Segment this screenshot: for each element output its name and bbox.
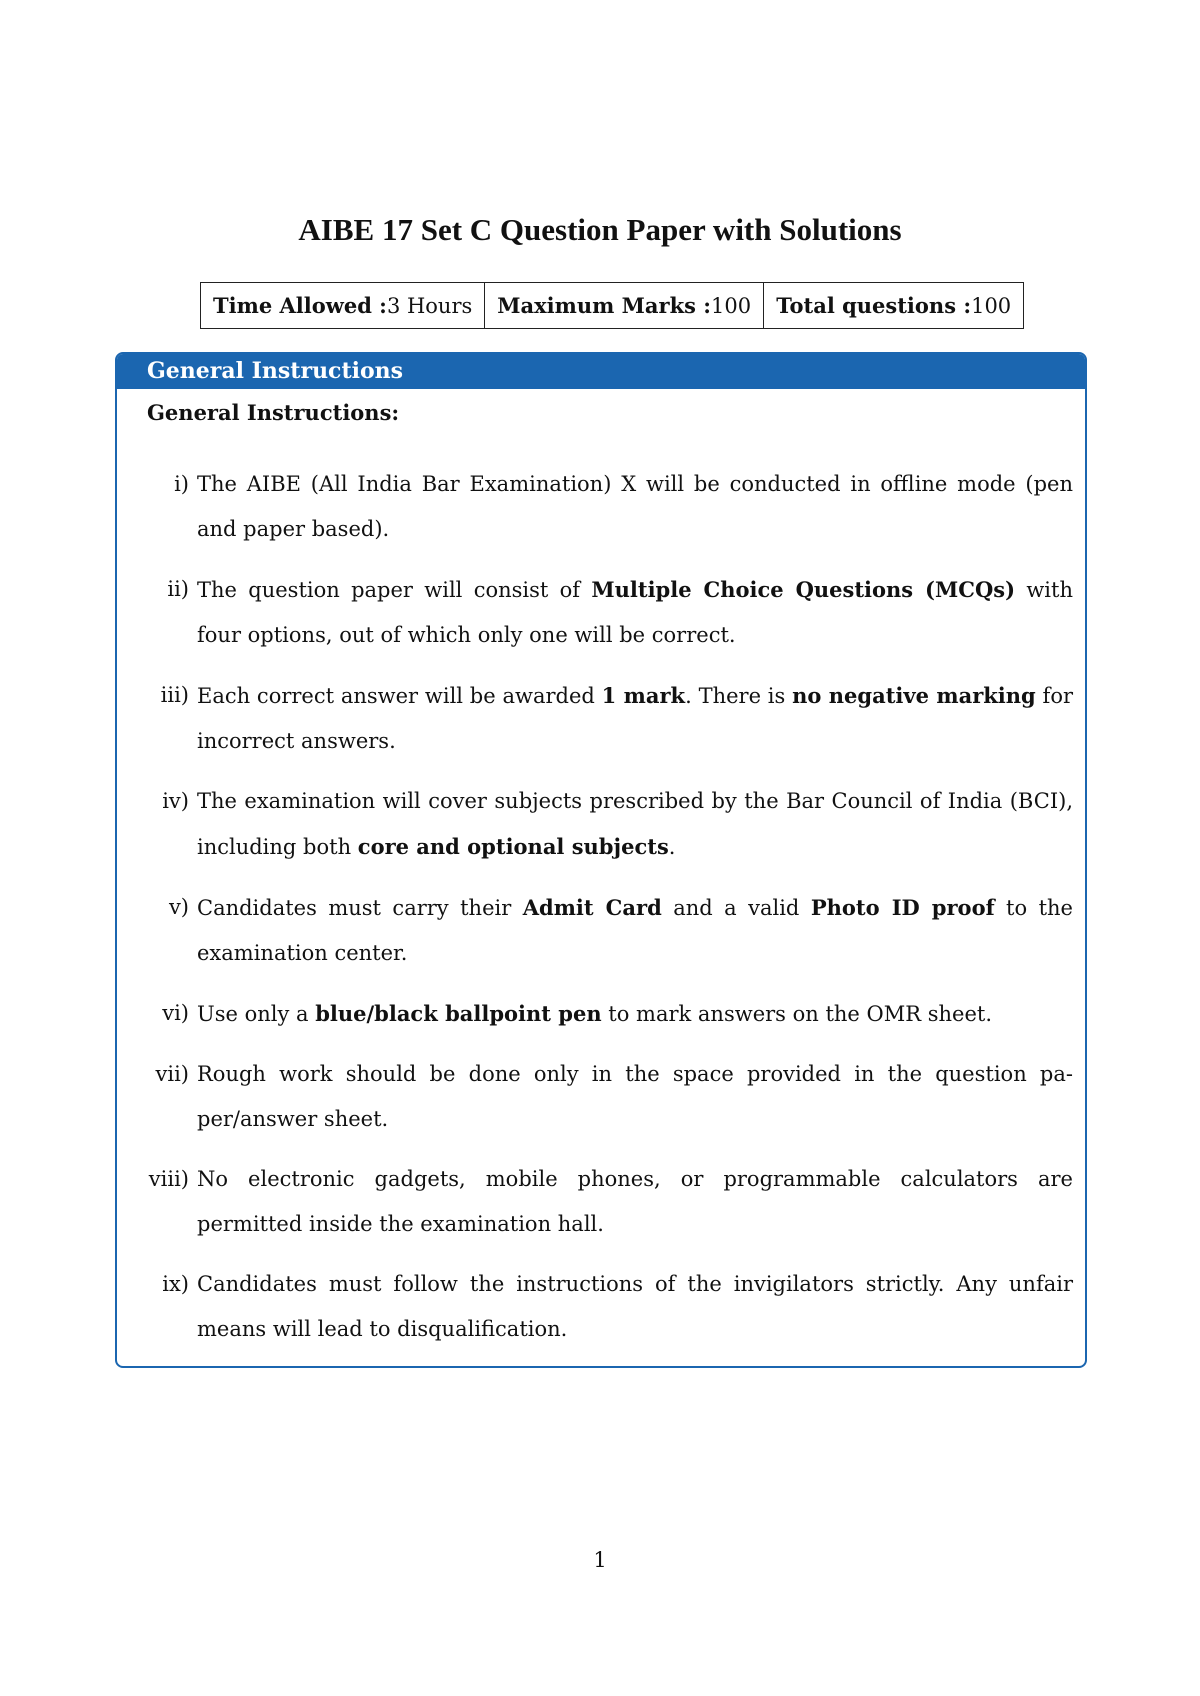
time-allowed-label: Time Allowed : (213, 293, 387, 318)
instruction-number: i) (174, 472, 189, 496)
instruction-text: . There is (685, 684, 793, 708)
instruction-text: No electronic gadgets, mobile phones, or programmable calculators are permitted inside the examination hall. (197, 1167, 1073, 1236)
instruction-emphasis: Admit Card (522, 895, 662, 920)
instruction-text: Use only a (197, 1002, 316, 1026)
instruction-text: . (668, 835, 676, 859)
instruction-number: ii) (167, 577, 189, 601)
total-questions-value: 100 (971, 294, 1012, 318)
instruction-number: v) (168, 895, 189, 919)
time-allowed-cell (201, 283, 485, 329)
total-questions-label: Total questions : (776, 293, 972, 318)
exam-meta-table (200, 282, 1024, 329)
instruction-text: and a valid (661, 896, 811, 920)
instruction-number: ix) (162, 1272, 189, 1296)
instruction-text: The AIBE (All India Bar Examination) X will be conducted in offline mode (pen and paper based). (197, 472, 1073, 541)
maximum-marks-label: Maximum Marks : (497, 293, 712, 318)
instruction-text: Candidates must carry their (197, 896, 523, 920)
instruction-text: Each correct answer will be awarded (197, 684, 602, 708)
instruction-emphasis: Photo ID proof (810, 895, 995, 920)
instruction-number: vi) (162, 1001, 189, 1025)
instruction-item (168, 885, 1073, 976)
maximum-marks-cell (485, 283, 764, 329)
instruction-item (155, 1052, 1073, 1142)
instruction-number: viii) (148, 1167, 189, 1191)
instruction-item (162, 779, 1073, 870)
instruction-item (167, 567, 1073, 658)
instruction-text: for incorrect answers. (197, 684, 1073, 753)
instruction-number: iv) (162, 789, 189, 813)
instruction-number: vii) (155, 1062, 189, 1086)
time-allowed-value: 3 Hours (386, 294, 473, 318)
total-questions-cell (764, 283, 1024, 329)
instruction-item (160, 673, 1073, 764)
instructions-subtitle: General Instructions: (147, 400, 400, 425)
instruction-emphasis: core and optional subjects (357, 834, 669, 859)
instruction-text: to mark answers on the OMR sheet. (601, 1002, 993, 1026)
instruction-item (162, 1262, 1073, 1352)
instruction-number: iii) (160, 683, 189, 707)
instruction-item (148, 1157, 1073, 1247)
instruction-item (162, 991, 1073, 1037)
page-number: 1 (593, 1548, 607, 1572)
instruction-emphasis: 1 mark (601, 683, 686, 708)
instruction-text: with four options, out of which only one will be correct. (197, 578, 1073, 647)
general-instructions-box (115, 352, 1087, 1368)
instruction-text: The examination will cover subjects prescribed by the Bar Council of India (BCI), including both (197, 789, 1073, 859)
instruction-emphasis: blue/black ballpoint pen (315, 1001, 602, 1026)
page-title: AIBE 17 Set C Question Paper with Solutions (298, 212, 902, 247)
instruction-text: to the examination center. (197, 896, 1073, 965)
instructions-list (117, 462, 1085, 1367)
instruction-text: Rough work should be done only in the space provided in the question paper/answer sheet. (197, 1062, 1073, 1131)
instruction-emphasis: Multiple Choice Questions (MCQs) (591, 577, 1016, 602)
maximum-marks-value: 100 (711, 294, 752, 318)
instruction-item (174, 462, 1073, 552)
instruction-text: The question paper will consist of (197, 578, 592, 602)
instruction-emphasis: no negative marking (792, 683, 1036, 708)
instructions-box-header: General Instructions (117, 354, 1085, 389)
instruction-text: Candidates must follow the instructions of the invigilators strictly. Any unfair means will lead to disqualification. (197, 1272, 1073, 1341)
